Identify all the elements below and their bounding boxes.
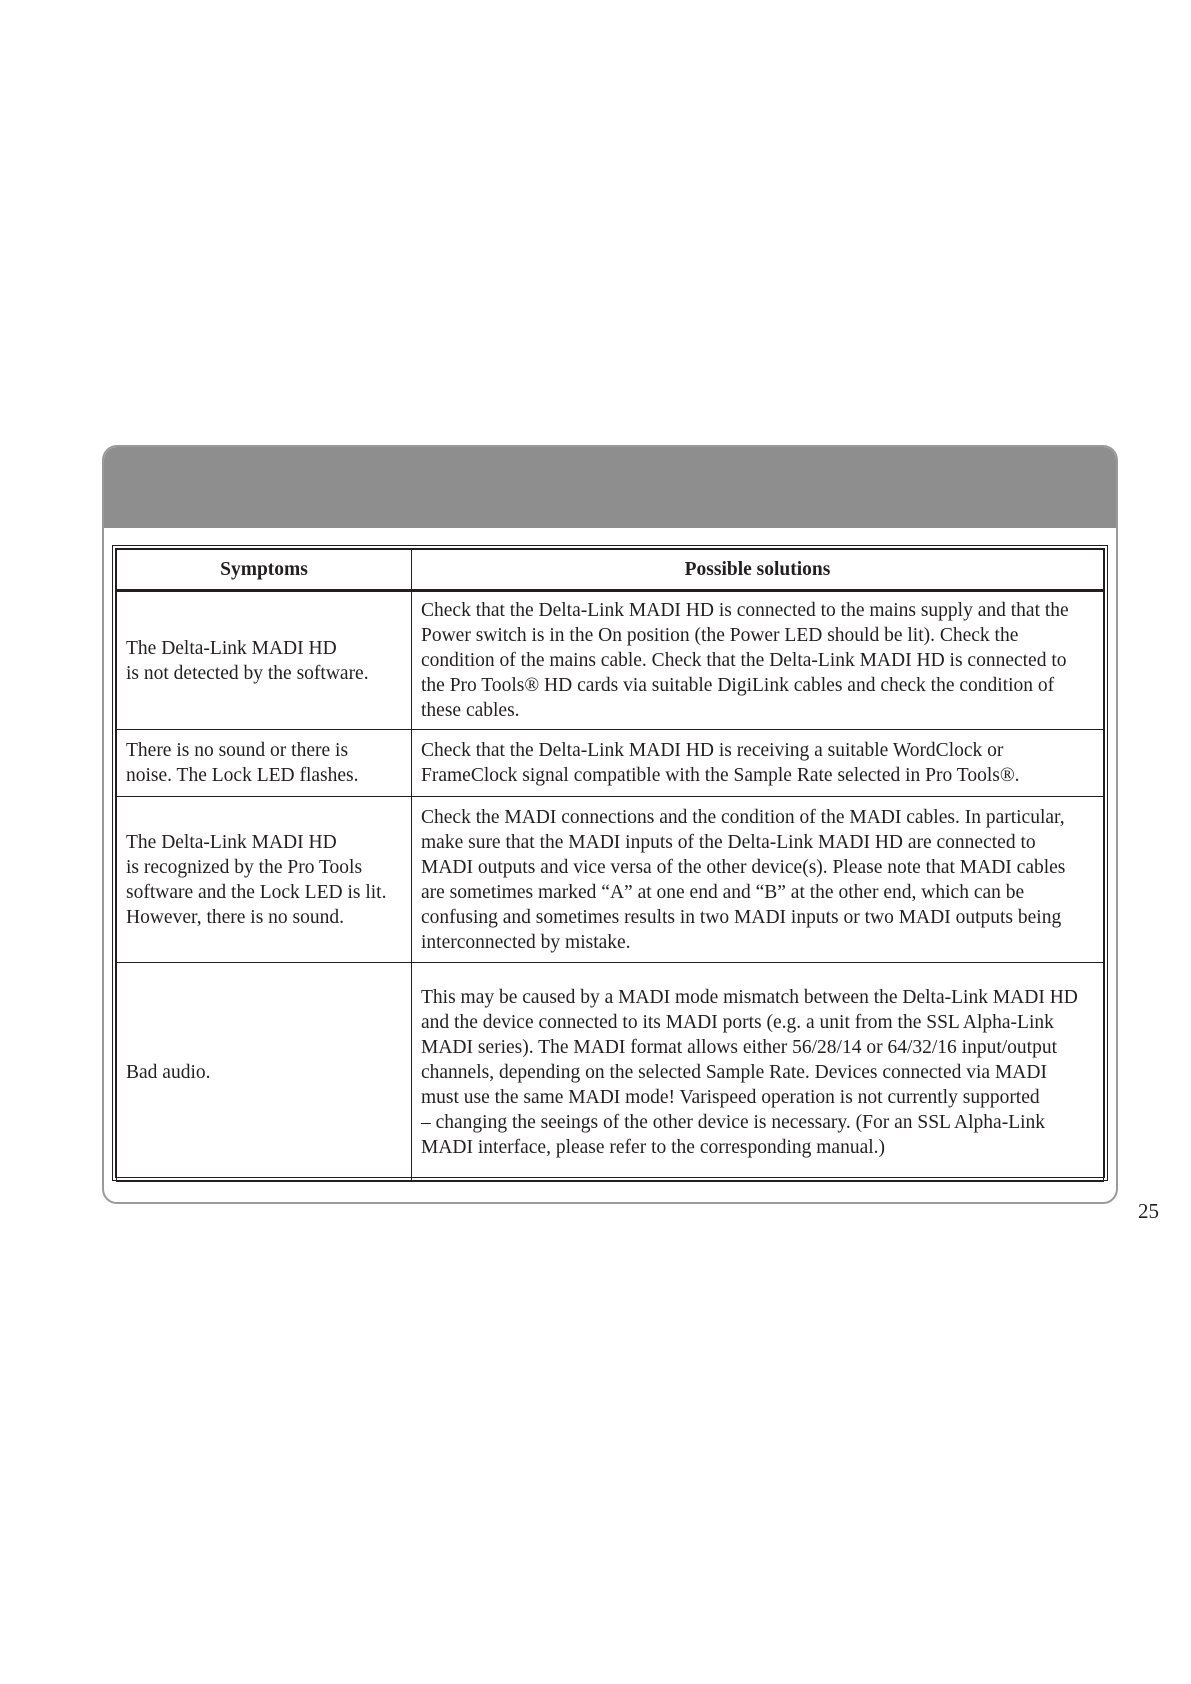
table-row — [117, 591, 1104, 730]
page-number: 25 — [1138, 1199, 1159, 1223]
troubleshooting-panel — [102, 445, 1118, 1204]
solutions-header: Possible solutions — [412, 550, 1104, 591]
solution-cell: Check that the Delta-Link MADI HD is receiving a suitable WordClock or FrameClock signal compatible with the Sample Rate selected in Pro Tools®. — [412, 730, 1104, 797]
solution-cell: This may be caused by a MADI mode mismatch between the Delta-Link MADI HD and the device connected to its MADI ports (e.g. a unit from the SSL Alpha-Link MADI series). The MADI format allows either 56/28/14 or 64/32/16 input/output channels, depending on the selected Sample Rate. Devices connected via MADI must use the same MADI mode! Varispeed operation is not currently supported – changing the seeings of the other device is necessary. (For an SSL Alpha-Link MADI interface, please refer to the corresponding manual.) — [412, 963, 1104, 1182]
solution-cell: Check the MADI connections and the condition of the MADI cables. In particular, make sure that the MADI inputs of the Delta-Link MADI HD are connected to MADI outputs and vice versa of the other device(s). Please note that MADI cables are sometimes marked “A” at one end and “B” at the other end, which can be confusing and sometimes results in two MADI inputs or two MADI outputs being interconnected by mistake. — [412, 797, 1104, 963]
table-row — [117, 963, 1104, 1182]
symptom-cell: There is no sound or there is noise. The Lock LED flashes. — [117, 730, 412, 797]
symptom-cell: The Delta-Link MADI HD is not detected by the software. — [117, 591, 412, 730]
symptoms-header: Symptoms — [117, 550, 412, 591]
symptom-cell: Bad audio. — [117, 963, 412, 1182]
table-row — [117, 730, 1104, 797]
solution-cell: Check that the Delta-Link MADI HD is connected to the mains supply and that the Power switch is in the On position (the Power LED should be lit). Check the condition of the mains cable. Check that the Delta-Link MADI HD is connected to the Pro Tools® HD cards via suitable DigiLink cables and check the condition of these cables. — [412, 591, 1104, 730]
panel-header-band — [104, 447, 1116, 528]
symptom-cell: The Delta-Link MADI HD is recognized by the Pro Tools software and the Lock LED is lit. However, there is no sound. — [117, 797, 412, 963]
troubleshooting-table-frame — [112, 545, 1108, 1181]
table-header-row — [117, 550, 1104, 591]
table-row — [117, 797, 1104, 963]
troubleshooting-table — [116, 549, 1104, 1182]
